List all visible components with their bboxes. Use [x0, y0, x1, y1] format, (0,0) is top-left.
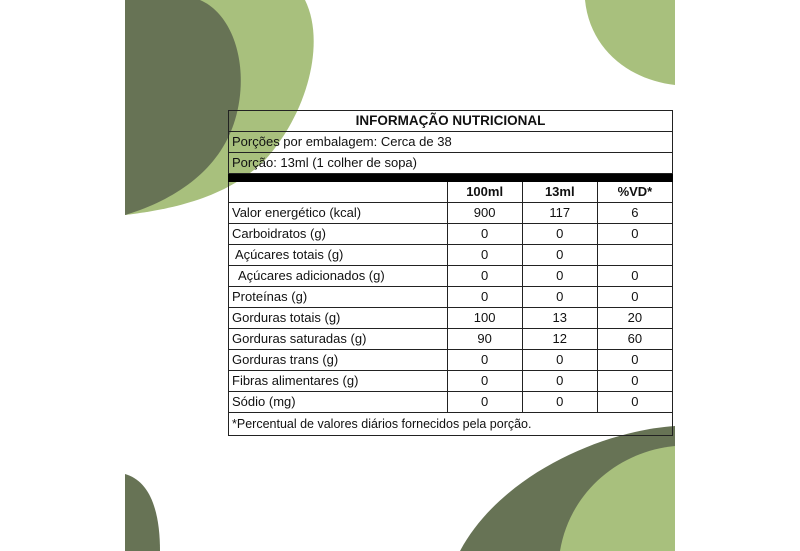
- decorative-blob-bottom-right: [460, 421, 675, 551]
- table-row: [229, 245, 673, 266]
- header-vd: %VD*: [597, 182, 672, 203]
- table-row: [229, 224, 673, 245]
- product-image-canvas: [125, 0, 675, 551]
- nutrient-label: Açúcares totais (g): [229, 245, 448, 266]
- value-100ml: 90: [447, 329, 522, 350]
- table-row: [229, 308, 673, 329]
- value-vd: 0: [597, 350, 672, 371]
- value-vd: 0: [597, 392, 672, 413]
- nutrient-label: Sódio (mg): [229, 392, 448, 413]
- value-vd: 20: [597, 308, 672, 329]
- table-row: [229, 203, 673, 224]
- value-vd: 0: [597, 224, 672, 245]
- value-100ml: 0: [447, 287, 522, 308]
- value-13ml: 0: [522, 266, 597, 287]
- value-vd: 60: [597, 329, 672, 350]
- value-vd: 0: [597, 371, 672, 392]
- nutrient-label: Gorduras trans (g): [229, 350, 448, 371]
- value-100ml: 900: [447, 203, 522, 224]
- table-row: [229, 287, 673, 308]
- value-13ml: 117: [522, 203, 597, 224]
- value-100ml: 0: [447, 266, 522, 287]
- nutrient-label: Valor energético (kcal): [229, 203, 448, 224]
- value-13ml: 0: [522, 224, 597, 245]
- value-13ml: 0: [522, 287, 597, 308]
- nutrient-label: Gorduras saturadas (g): [229, 329, 448, 350]
- value-vd: 6: [597, 203, 672, 224]
- nutrient-label: Açúcares adicionados (g): [229, 266, 448, 287]
- header-100ml: 100ml: [447, 182, 522, 203]
- value-100ml: 100: [447, 308, 522, 329]
- value-13ml: 0: [522, 392, 597, 413]
- value-13ml: 0: [522, 371, 597, 392]
- header-13ml: 13ml: [522, 182, 597, 203]
- divider-bar: [229, 174, 673, 182]
- value-100ml: 0: [447, 350, 522, 371]
- table-row: [229, 350, 673, 371]
- table-row: [229, 266, 673, 287]
- header-empty: [229, 182, 448, 203]
- value-100ml: 0: [447, 245, 522, 266]
- table-row: [229, 371, 673, 392]
- table-row: [229, 329, 673, 350]
- table-row: [229, 392, 673, 413]
- value-vd: 0: [597, 287, 672, 308]
- nutrient-label: Gorduras totais (g): [229, 308, 448, 329]
- nutrition-title: INFORMAÇÃO NUTRICIONAL: [229, 111, 673, 132]
- value-vd: [597, 245, 672, 266]
- nutrient-label: Fibras alimentares (g): [229, 371, 448, 392]
- value-100ml: 0: [447, 224, 522, 245]
- serving-size: Porção: 13ml (1 colher de sopa): [229, 153, 673, 174]
- value-vd: 0: [597, 266, 672, 287]
- value-100ml: 0: [447, 371, 522, 392]
- nutrient-label: Proteínas (g): [229, 287, 448, 308]
- servings-per-package: Porções por embalagem: Cerca de 38: [229, 132, 673, 153]
- decorative-blob-bottom-left: [125, 471, 165, 551]
- nutrient-label: Carboidratos (g): [229, 224, 448, 245]
- value-100ml: 0: [447, 392, 522, 413]
- table-header-row: [229, 182, 673, 203]
- value-13ml: 13: [522, 308, 597, 329]
- footnote: *Percentual de valores diários fornecidos pela porção.: [229, 413, 673, 436]
- value-13ml: 12: [522, 329, 597, 350]
- nutrition-facts-table: [228, 110, 673, 436]
- decorative-blob-top-right: [585, 0, 675, 90]
- value-13ml: 0: [522, 350, 597, 371]
- value-13ml: 0: [522, 245, 597, 266]
